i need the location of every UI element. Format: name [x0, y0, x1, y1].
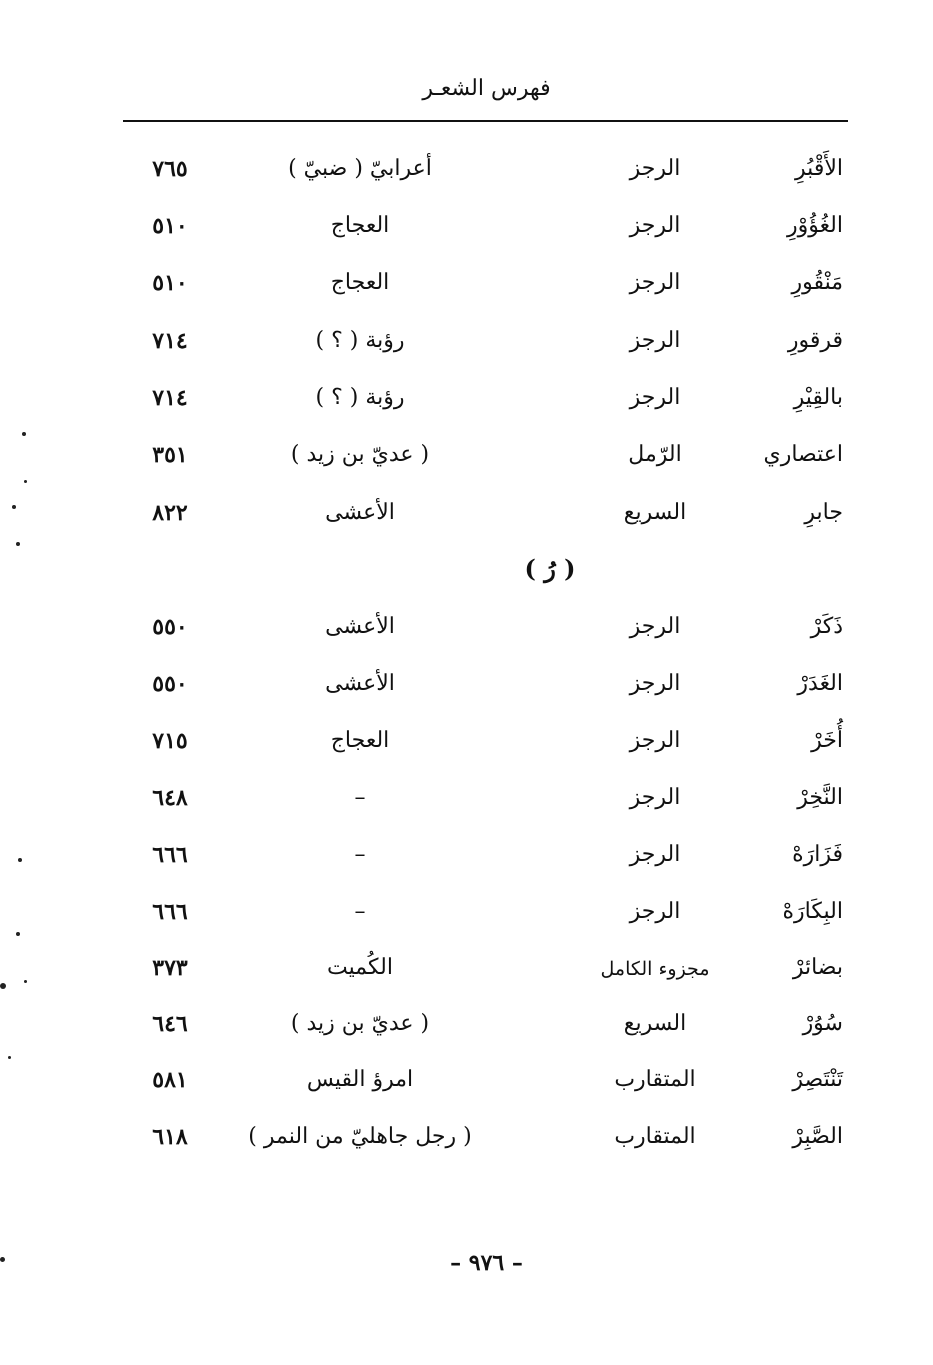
scan-speck: [16, 932, 20, 936]
meter-cell: الرجز: [629, 385, 681, 410]
scan-speck: [24, 480, 27, 483]
poet-cell: الأعشى: [325, 671, 395, 696]
table-row: [0, 1067, 933, 1111]
table-row: [0, 442, 933, 486]
poet-cell: ( عديّ بن زيد ): [290, 442, 430, 467]
poet-cell: أعرابيّ ( ضبيّ ): [288, 156, 432, 181]
scan-speck: [22, 432, 26, 436]
table-row: [0, 728, 933, 772]
rhyme-cell: قرقورِ: [787, 328, 843, 353]
page-title: فهرس الشعـر: [422, 76, 551, 101]
rhyme-cell: بضائرْ: [792, 955, 843, 980]
page-ref-cell: ٥١٠: [152, 270, 188, 296]
scan-speck: [24, 980, 27, 983]
scan-speck: [8, 1056, 11, 1059]
poet-cell: –: [354, 842, 366, 867]
meter-cell: الرجز: [629, 156, 681, 181]
rhyme-cell: الأَقْبُرِ: [795, 156, 843, 181]
page-ref-cell: ٧١٤: [152, 328, 188, 354]
page-ref-cell: ٥١٠: [152, 213, 188, 239]
scan-speck: [16, 542, 20, 546]
section-heading: ( رُ ): [524, 554, 576, 583]
meter-cell: الرجز: [629, 213, 681, 238]
table-row: [0, 671, 933, 715]
table-row: [0, 328, 933, 372]
page-ref-cell: ٦١٨: [152, 1124, 188, 1150]
poet-cell: الأعشى: [325, 500, 395, 525]
meter-cell: المتقارب: [614, 1067, 696, 1092]
meter-cell: الرجز: [629, 328, 681, 353]
poet-cell: الكُميت: [327, 955, 393, 980]
rhyme-cell: البِكَارَهْ: [782, 899, 843, 924]
page-ref-cell: ٧٦٥: [152, 156, 188, 182]
rhyme-cell: ذَكَرْ: [810, 614, 843, 639]
rhyme-cell: فَزَارَهْ: [792, 842, 843, 867]
rhyme-cell: تَنْتَصِرْ: [792, 1067, 843, 1092]
page-ref-cell: ٨٢٢: [152, 500, 188, 526]
poet-cell: ( رجل جاهليّ من النمر ): [248, 1124, 472, 1149]
page-ref-cell: ٧١٥: [152, 728, 188, 754]
page-ref-cell: ٦٦٦: [152, 842, 188, 868]
meter-cell: الرجز: [629, 842, 681, 867]
scan-speck: [18, 858, 22, 862]
table-row: [0, 156, 933, 200]
page-ref-cell: ٦٤٦: [152, 1011, 188, 1037]
scan-speck: [0, 983, 6, 989]
meter-cell: مجزوء الكامل: [600, 958, 710, 980]
rhyme-cell: الصَّبِرْ: [792, 1124, 843, 1149]
page-ref-cell: ٥٨١: [152, 1067, 188, 1093]
rhyme-cell: الغَدَرْ: [797, 671, 843, 696]
table-row: [0, 213, 933, 257]
meter-cell: المتقارب: [614, 1124, 696, 1149]
table-row: [0, 385, 933, 429]
page-ref-cell: ٥٥٠: [152, 671, 188, 697]
meter-cell: السريع: [623, 1011, 687, 1036]
poet-cell: الأعشى: [325, 614, 395, 639]
meter-cell: الرجز: [629, 671, 681, 696]
table-row: [0, 500, 933, 544]
poet-cell: ( عديّ بن زيد ): [290, 1011, 430, 1036]
page-ref-cell: ٣٥١: [152, 442, 188, 468]
page-ref-cell: ٦٤٨: [152, 785, 188, 811]
poet-cell: العجاج: [330, 270, 390, 295]
rhyme-cell: بالقِيْرِ: [793, 385, 843, 410]
table-row: [0, 955, 933, 999]
meter-cell: الرجز: [629, 270, 681, 295]
rhyme-cell: اعتصاري: [763, 442, 843, 467]
table-row: [0, 270, 933, 314]
page-ref-cell: ٣٧٣: [152, 955, 188, 981]
header-divider: [123, 120, 848, 122]
meter-cell: الرجز: [629, 614, 681, 639]
meter-cell: الرّمل: [628, 442, 682, 467]
rhyme-cell: مَنْقُورِ: [791, 270, 843, 295]
table-row: [0, 899, 933, 943]
page-ref-cell: ٦٦٦: [152, 899, 188, 925]
meter-cell: الرجز: [629, 728, 681, 753]
poet-cell: –: [354, 899, 366, 924]
table-row: [0, 785, 933, 829]
rhyme-cell: جابرِ: [804, 500, 843, 525]
scan-speck: [12, 505, 16, 509]
meter-cell: الرجز: [629, 785, 681, 810]
poet-cell: رؤبة ( ؟ ): [315, 385, 405, 410]
poet-cell: العجاج: [330, 728, 390, 753]
table-row: [0, 1011, 933, 1055]
page-ref-cell: ٧١٤: [152, 385, 188, 411]
table-row: [0, 1124, 933, 1168]
rhyme-cell: النَّخِرْ: [797, 785, 843, 810]
rhyme-cell: سُوُرْ: [802, 1011, 843, 1036]
poet-cell: رؤبة ( ؟ ): [315, 328, 405, 353]
scan-speck: [0, 1257, 5, 1262]
table-row: [0, 842, 933, 886]
poet-cell: –: [354, 785, 366, 810]
poet-cell: امرؤ القيس: [306, 1067, 414, 1092]
page-number: – ٩٧٦ –: [450, 1250, 523, 1276]
meter-cell: السريع: [623, 500, 687, 525]
meter-cell: الرجز: [629, 899, 681, 924]
page-ref-cell: ٥٥٠: [152, 614, 188, 640]
rhyme-cell: الغُؤُوْرِ: [786, 213, 843, 238]
poet-cell: العجاج: [330, 213, 390, 238]
rhyme-cell: أُخَرْ: [811, 728, 843, 753]
table-row: [0, 614, 933, 658]
